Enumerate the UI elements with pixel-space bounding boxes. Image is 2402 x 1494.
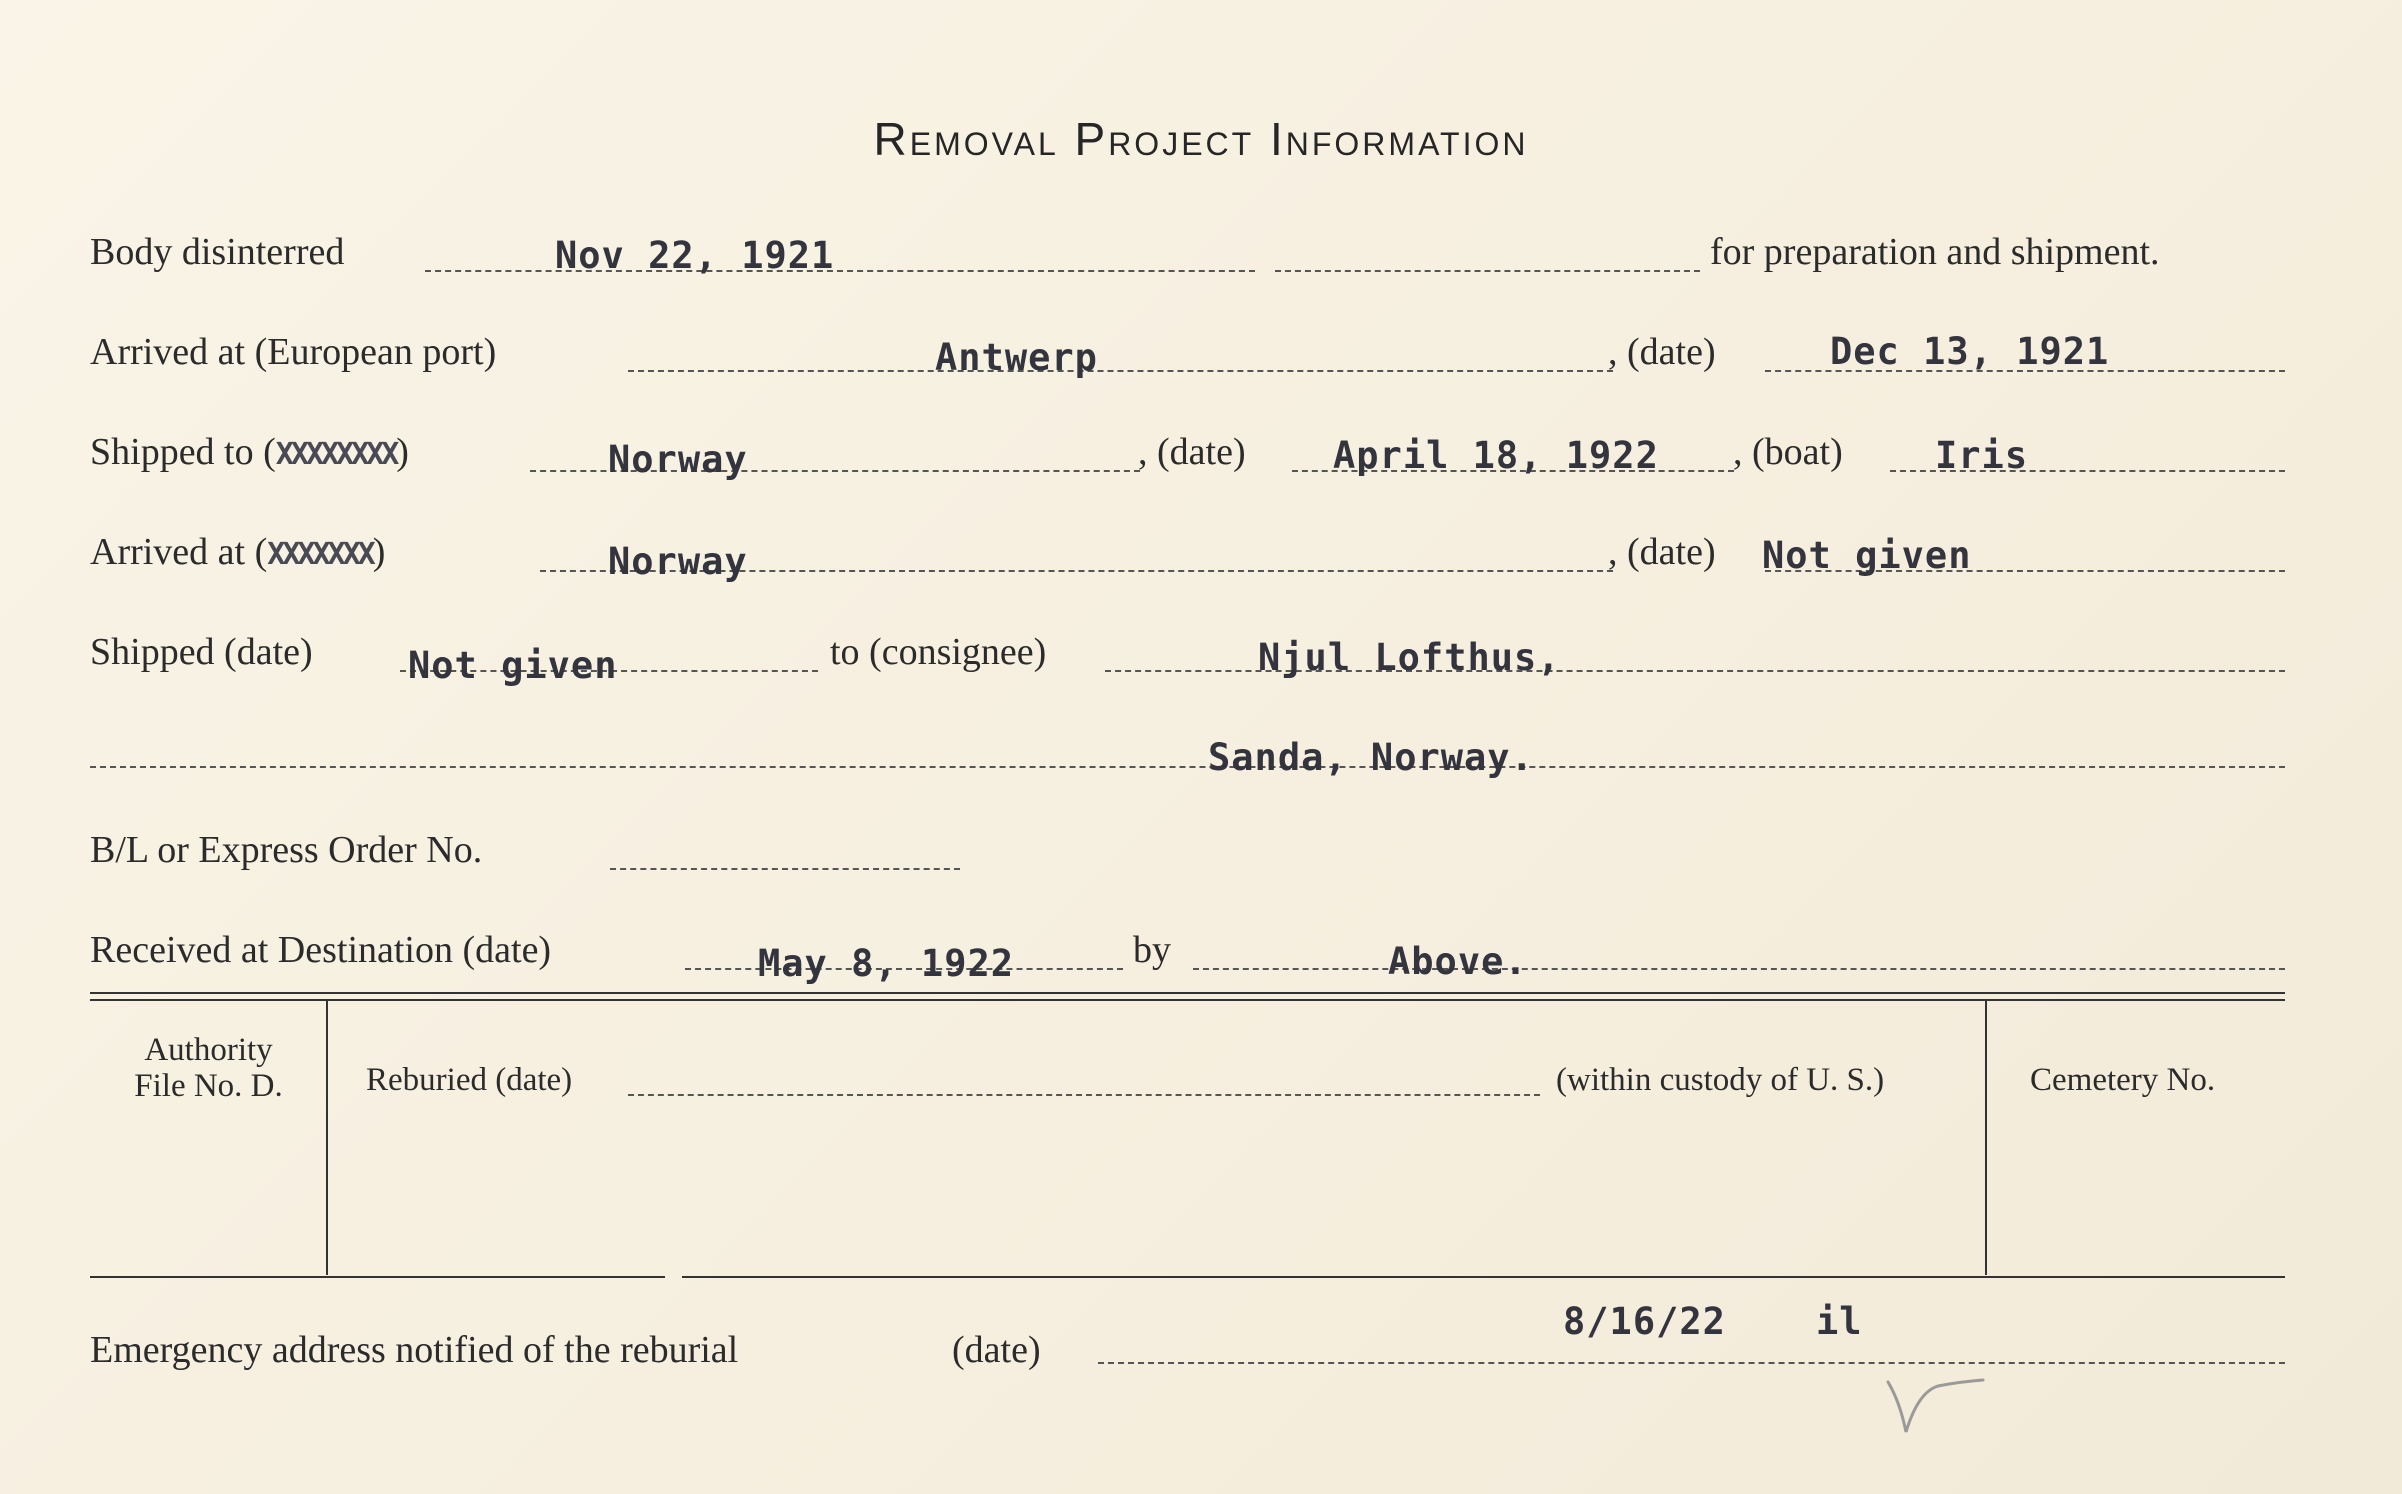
shipped-to-label [90, 430, 409, 474]
authority-label [96, 1032, 321, 1104]
shipped-date-label: Shipped (date) [90, 631, 313, 673]
body-disinterred-value: Nov 22, 1921 [555, 234, 835, 277]
box-bottom-rule-2 [682, 1276, 2285, 1278]
custody-label: (within custody of U. S.) [1556, 1062, 1885, 1098]
shipped-to-label-post: ) [396, 431, 409, 473]
authority-line-1: Authority [144, 1032, 273, 1068]
consignee-address-line [90, 766, 2285, 768]
arrived-at-date-label: , (date) [1608, 531, 1716, 573]
arrived-european-date-label: , (date) [1608, 331, 1716, 373]
consignee-value: Njul Lofthus, [1258, 636, 1561, 679]
body-disinterred-line-2 [1275, 270, 1700, 272]
received-by-label: by [1133, 929, 1171, 971]
shipped-to-struck: XXXXXXXX [275, 437, 397, 472]
arrived-at-value: Norway [608, 540, 748, 583]
shipped-to-label-pre: Shipped to ( [90, 431, 276, 473]
received-label: Received at Destination (date) [90, 929, 552, 971]
reburied-label: Reburied (date) [366, 1062, 573, 1098]
box-bottom-rule-1 [90, 1276, 665, 1278]
emergency-date-value: 8/16/22 [1563, 1300, 1726, 1343]
card-title: Removal Project Information [873, 113, 1529, 165]
shipped-to-date-value: April 18, 1922 [1333, 434, 1659, 477]
shipped-to-boat-value: Iris [1935, 434, 2029, 477]
arrived-european-line [628, 370, 1613, 372]
section-rule-bottom [90, 999, 2285, 1001]
emergency-initials: il [1816, 1300, 1863, 1343]
emergency-line [1098, 1362, 2285, 1364]
arrived-at-date-value: Not given [1762, 534, 1972, 577]
arrived-european-label: Arrived at (European port) [90, 331, 497, 373]
arrived-european-value: Antwerp [935, 336, 1098, 379]
consignee-address-value: Sanda, Norway. [1208, 736, 1534, 779]
arrived-at-label-pre: Arrived at ( [90, 531, 268, 573]
arrived-at-struck: XXXXXXX [267, 537, 373, 572]
body-disinterred-line [425, 270, 1255, 272]
shipped-to-date-label: , (date) [1138, 431, 1246, 473]
shipped-to-value: Norway [608, 438, 748, 481]
bl-order-label: B/L or Express Order No. [90, 829, 483, 871]
cemetery-divider [1985, 1001, 1987, 1275]
emergency-label: Emergency address notified of the reburial [90, 1329, 739, 1371]
shipped-to-boat-label: , (boat) [1733, 431, 1843, 473]
received-by-value: Above. [1388, 940, 1528, 983]
bl-order-line [610, 868, 960, 870]
arrived-at-label [90, 530, 385, 574]
body-disinterred-label: Body disinterred [90, 231, 345, 273]
cemetery-label: Cemetery No. [2030, 1062, 2216, 1098]
authority-line-2: File No. D. [134, 1068, 283, 1104]
body-disinterred-suffix: for preparation and shipment. [1710, 231, 2160, 273]
pencil-check-mark [1878, 1362, 1998, 1452]
authority-divider [326, 1001, 328, 1275]
arrived-at-label-post: ) [372, 531, 386, 573]
arrived-european-date-value: Dec 13, 1921 [1830, 330, 2110, 373]
received-by-line [1193, 968, 2285, 970]
shipped-date-value: Not given [408, 644, 618, 687]
consignee-label: to (consignee) [830, 631, 1047, 673]
reburied-line [628, 1094, 1540, 1096]
section-rule-top [90, 992, 2285, 994]
emergency-date-label: (date) [952, 1329, 1041, 1371]
received-value: May 8, 1922 [758, 942, 1015, 985]
